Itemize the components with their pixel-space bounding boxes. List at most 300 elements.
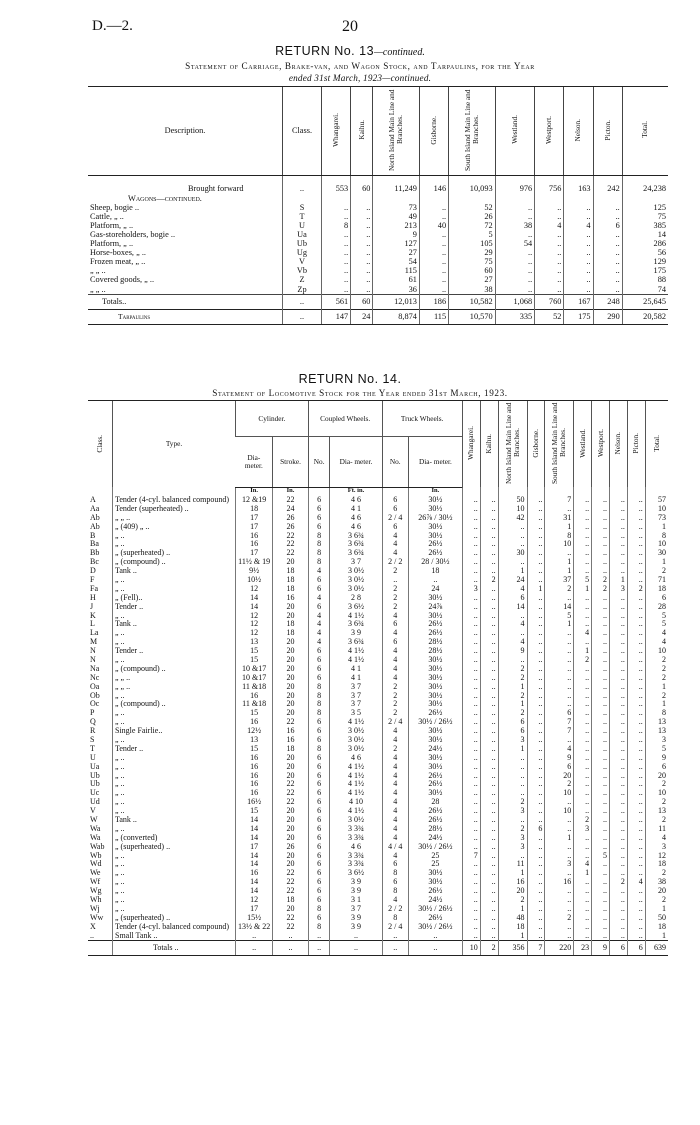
- table-cell: ..: [610, 922, 628, 931]
- table-cell: 6: [308, 824, 330, 833]
- table-cell: ..: [610, 558, 628, 567]
- table-cell: ..: [462, 904, 480, 913]
- table-cell: 20: [645, 771, 668, 780]
- table-cell: ..: [610, 833, 628, 842]
- table-cell: ..: [480, 896, 498, 905]
- table-row: [88, 638, 668, 647]
- table-cell: ..: [592, 567, 610, 576]
- table-cell: 4 6: [330, 842, 382, 851]
- table-cell: Tank ..: [113, 816, 236, 825]
- table-row: [88, 203, 668, 212]
- table-cell: In.: [236, 487, 273, 496]
- table-cell: 30½: [408, 691, 462, 700]
- table-cell: ..: [610, 860, 628, 869]
- table-cell: ..: [351, 276, 373, 285]
- group-cylinder: Cylinder.: [258, 413, 286, 423]
- table-cell: 3: [498, 842, 527, 851]
- table-cell: ..: [90, 930, 94, 940]
- table-cell: ..: [592, 816, 610, 825]
- table-cell: ..: [480, 673, 498, 682]
- table-cell: J: [90, 601, 94, 611]
- table-cell: 4: [382, 851, 408, 860]
- table-cell: 6: [498, 593, 527, 602]
- table-cell: ..: [419, 203, 448, 212]
- table-cell: 18: [645, 860, 668, 869]
- table-cell: 56: [622, 249, 668, 258]
- table-cell: ..: [610, 620, 628, 629]
- table-cell: ..: [627, 736, 645, 745]
- table-cell: ..: [592, 744, 610, 753]
- table-cell: ..: [462, 736, 480, 745]
- table-cell: 30½ / 26½: [408, 904, 462, 913]
- table-cell: ..: [480, 682, 498, 691]
- table-cell: Nc: [90, 672, 100, 682]
- table-cell: 2: [545, 780, 574, 789]
- table-cell: ..: [545, 816, 574, 825]
- table-cell: 8: [308, 700, 330, 709]
- table-cell: 30½: [408, 664, 462, 673]
- table-cell: 28½: [408, 647, 462, 656]
- table-cell: 16: [273, 736, 309, 745]
- table-cell: 12: [236, 896, 273, 905]
- table-cell: 30½: [408, 504, 462, 513]
- table-cell: ..: [527, 851, 545, 860]
- table-cell: 2: [382, 709, 408, 718]
- table-cell: ..: [627, 629, 645, 638]
- table-cell: We: [90, 868, 101, 878]
- table-cell: 6: [382, 878, 408, 887]
- table-cell: 2: [592, 576, 610, 585]
- table-cell: ..: [574, 558, 592, 567]
- table-cell: 22: [273, 496, 309, 505]
- table-cell: ..: [610, 807, 628, 816]
- table-cell: P: [90, 708, 95, 718]
- table-cell: ..: [592, 558, 610, 567]
- table-cell: ..: [593, 258, 622, 267]
- table-cell: 24: [351, 310, 373, 325]
- table-cell: 2: [498, 896, 527, 905]
- table-cell: [283, 194, 322, 203]
- table-cell: ..: [592, 762, 610, 771]
- table-cell: ..: [627, 833, 645, 842]
- table-row: [88, 231, 668, 240]
- table-cell: 4 1½: [330, 762, 382, 771]
- table-cell: 10½: [236, 576, 273, 585]
- table-cell: 18: [273, 620, 309, 629]
- table-cell: 3: [498, 833, 527, 842]
- col-coupled-no: No.: [313, 457, 325, 467]
- table-cell: ..: [574, 762, 592, 771]
- table-cell: 4 1½: [330, 771, 382, 780]
- table-cell: 2: [382, 593, 408, 602]
- table-row: [88, 816, 668, 825]
- table-cell: ..: [527, 931, 545, 940]
- table-row: [88, 842, 668, 851]
- table-cell: 385: [622, 221, 668, 230]
- table-cell: 6: [308, 896, 330, 905]
- table-cell: ..: [592, 833, 610, 842]
- table-cell: 3 9: [330, 887, 382, 896]
- table-cell: ..: [498, 762, 527, 771]
- table-cell: 22: [273, 913, 309, 922]
- table-cell: ..: [408, 576, 462, 585]
- table-cell: 15: [236, 709, 273, 718]
- table-cell: 9: [498, 647, 527, 656]
- table-cell: 6: [382, 620, 408, 629]
- table-cell: ..: [498, 656, 527, 665]
- table-cell: ..: [236, 931, 273, 940]
- table-cell: 4 1½: [330, 718, 382, 727]
- table-cell: Small Tank ..: [113, 931, 236, 940]
- table-cell: 4: [498, 638, 527, 647]
- table-cell: ..: [545, 647, 574, 656]
- table-cell: 26: [273, 842, 309, 851]
- table-cell: ..: [419, 258, 448, 267]
- table-cell: ..: [462, 816, 480, 825]
- table-cell: ..: [498, 522, 527, 531]
- table-cell: 2: [382, 602, 408, 611]
- table-cell: Wa: [90, 832, 101, 842]
- table-cell: 167: [564, 295, 593, 310]
- table-cell: ..: [610, 540, 628, 549]
- table-cell: 17: [236, 549, 273, 558]
- table-cell: ..: [527, 682, 545, 691]
- table-cell: 1: [527, 584, 545, 593]
- table-cell: ..: [330, 941, 382, 956]
- table-row: [88, 709, 668, 718]
- table-cell: ..: [498, 771, 527, 780]
- table-cell: 26½: [408, 540, 462, 549]
- table-cell: 22: [273, 540, 309, 549]
- table-cell: ..: [627, 549, 645, 558]
- table-cell: 20: [273, 816, 309, 825]
- table-cell: 5: [645, 620, 668, 629]
- table-cell: T: [283, 212, 322, 221]
- table-cell: 11: [498, 860, 527, 869]
- table-cell: 20: [273, 771, 309, 780]
- table-cell: 6: [308, 913, 330, 922]
- table-cell: 1: [645, 682, 668, 691]
- table-cell: 12,013: [373, 295, 420, 310]
- table-cell: ..: [351, 285, 373, 295]
- table-cell: ..: [462, 807, 480, 816]
- table-cell: ..: [527, 798, 545, 807]
- table-cell: 1: [498, 904, 527, 913]
- table-cell: Vb: [283, 267, 322, 276]
- table-cell: 15½: [236, 913, 273, 922]
- table-row: [88, 833, 668, 842]
- table-cell: ..: [498, 540, 527, 549]
- table-cell: 1: [645, 558, 668, 567]
- table-cell: 3: [574, 824, 592, 833]
- table-cell: 18: [273, 629, 309, 638]
- table-cell: 4: [382, 833, 408, 842]
- table-cell: 6: [382, 504, 408, 513]
- col-kaihu: Kaihu.: [484, 433, 494, 454]
- table-cell: ..: [462, 496, 480, 505]
- table-cell: 4: [382, 771, 408, 780]
- table-cell: ..: [462, 620, 480, 629]
- table-cell: Zp: [283, 285, 322, 295]
- table-cell: ..: [498, 611, 527, 620]
- table-cell: ..: [495, 203, 535, 212]
- table-cell: ..: [627, 611, 645, 620]
- table-cell: La: [90, 628, 99, 638]
- table-cell: ..: [574, 504, 592, 513]
- table-cell: ..: [527, 762, 545, 771]
- table-cell: 24½: [408, 896, 462, 905]
- table-cell: ..: [462, 629, 480, 638]
- table-cell: ..: [480, 842, 498, 851]
- table-cell: ..: [627, 842, 645, 851]
- table-cell: ..: [593, 231, 622, 240]
- table-cell: ..: [527, 896, 545, 905]
- table-cell: 1: [498, 744, 527, 753]
- table-cell: 6: [382, 496, 408, 505]
- table-cell: ..: [545, 700, 574, 709]
- table-cell: ..: [610, 664, 628, 673]
- table-cell: 1,068: [495, 295, 535, 310]
- table-cell: 4 10: [330, 798, 382, 807]
- table-cell: 2: [645, 673, 668, 682]
- table-cell: 12: [236, 584, 273, 593]
- table-cell: 5: [645, 744, 668, 753]
- table-cell: ..: [592, 896, 610, 905]
- table-cell: ..: [627, 718, 645, 727]
- table-cell: ..: [527, 549, 545, 558]
- table-cell: ..: [574, 896, 592, 905]
- col-westland: Westland.: [577, 428, 587, 458]
- table-cell: 14: [622, 231, 668, 240]
- table-cell: ..: [627, 673, 645, 682]
- table-row: [88, 504, 668, 513]
- table-cell: 6: [308, 762, 330, 771]
- table-cell: „ ..: [113, 584, 236, 593]
- table-row: [88, 798, 668, 807]
- table-cell: ..: [592, 771, 610, 780]
- table-cell: 20: [273, 656, 309, 665]
- table-cell: ..: [480, 789, 498, 798]
- table-cell: 242: [593, 185, 622, 194]
- table-cell: ..: [527, 673, 545, 682]
- table-row: [88, 869, 668, 878]
- table-cell: 26½: [408, 549, 462, 558]
- table-cell: 561: [322, 295, 351, 310]
- table-cell: 6: [308, 798, 330, 807]
- table-cell: ..: [564, 285, 593, 295]
- table-cell: 26½: [408, 816, 462, 825]
- table-cell: ..: [574, 904, 592, 913]
- table-cell: ..: [574, 567, 592, 576]
- table-cell: ..: [574, 709, 592, 718]
- table-cell: ..: [574, 691, 592, 700]
- table-cell: ..: [610, 753, 628, 762]
- table-cell: 6: [308, 718, 330, 727]
- table-cell: ..: [480, 611, 498, 620]
- table-cell: 2 / 2: [382, 904, 408, 913]
- table-row: [88, 922, 668, 931]
- table-cell: Ab: [90, 512, 100, 522]
- table-cell: 127: [373, 240, 420, 249]
- table-row: [88, 620, 668, 629]
- table-cell: 3 6¾: [330, 540, 382, 549]
- table-cell: ..: [592, 504, 610, 513]
- table-cell: ..: [610, 602, 628, 611]
- table-cell: ..: [545, 673, 574, 682]
- table-cell: 3: [610, 584, 628, 593]
- table-cell: ..: [610, 513, 628, 522]
- table-row: [88, 682, 668, 691]
- table-cell: ..: [527, 611, 545, 620]
- table-cell: ..: [462, 753, 480, 762]
- table-cell: ..: [480, 780, 498, 789]
- table-cell: ..: [462, 762, 480, 771]
- table-cell: 71: [645, 576, 668, 585]
- table-cell: 2: [610, 878, 628, 887]
- table-cell: ..: [480, 558, 498, 567]
- table-cell: ..: [627, 762, 645, 771]
- table-cell: F: [90, 574, 95, 584]
- table-cell: ..: [535, 231, 564, 240]
- table-cell: 3 3¾: [330, 833, 382, 842]
- table-cell: 3 3¾: [330, 851, 382, 860]
- table-cell: ..: [574, 789, 592, 798]
- table-cell: 3 6¾: [330, 549, 382, 558]
- table-cell: 22: [273, 798, 309, 807]
- table-cell: ..: [593, 203, 622, 212]
- table-row: [88, 931, 668, 940]
- table-cell: ..: [627, 771, 645, 780]
- table-cell: „ „ ..: [90, 266, 106, 276]
- table-cell: „ ..: [113, 860, 236, 869]
- table-row: [88, 736, 668, 745]
- table-cell: ..: [545, 904, 574, 913]
- table-cell: 4 6: [330, 513, 382, 522]
- table-cell: Ww: [90, 912, 104, 922]
- table-cell: ..: [527, 656, 545, 665]
- table-cell: ..: [545, 922, 574, 931]
- table-cell: ..: [564, 240, 593, 249]
- table-cell: ..: [610, 869, 628, 878]
- table-cell: 6: [498, 727, 527, 736]
- table-cell: 16: [236, 718, 273, 727]
- table-cell: 60: [351, 185, 373, 194]
- table-cell: 40: [419, 221, 448, 230]
- table-cell: 38: [449, 285, 496, 295]
- table-cell: ..: [480, 798, 498, 807]
- table-cell: Single Fairlie..: [113, 727, 236, 736]
- table-cell: 10: [545, 540, 574, 549]
- table-cell: 4: [382, 807, 408, 816]
- table-cell: ..: [408, 931, 462, 940]
- table-cell: 22: [273, 887, 309, 896]
- table-cell: 22: [273, 878, 309, 887]
- table-cell: ..: [592, 807, 610, 816]
- table-cell: ..: [535, 267, 564, 276]
- table-cell: ..: [480, 620, 498, 629]
- table-cell: 22: [273, 789, 309, 798]
- table-cell: 16: [236, 789, 273, 798]
- table-cell: 30½: [408, 611, 462, 620]
- table-row: [88, 904, 668, 913]
- table-cell: 175: [564, 310, 593, 325]
- table-cell: ..: [627, 620, 645, 629]
- r13-col-label: Kaihu.: [356, 120, 366, 140]
- table-cell: 20: [273, 682, 309, 691]
- table-cell: ..: [498, 816, 527, 825]
- table-cell: ..: [273, 941, 309, 956]
- table-cell: 54: [495, 240, 535, 249]
- table-cell: ..: [480, 833, 498, 842]
- table-cell: 5: [592, 851, 610, 860]
- table-cell: „ ..: [113, 851, 236, 860]
- table-cell: ..: [480, 602, 498, 611]
- col-westport: Westport.: [595, 429, 605, 458]
- table-cell: ..: [480, 664, 498, 673]
- table-cell: ..: [462, 833, 480, 842]
- table-cell: Z: [283, 276, 322, 285]
- table-cell: 9: [545, 753, 574, 762]
- table-cell: ..: [495, 276, 535, 285]
- table-cell: 6: [382, 638, 408, 647]
- table-cell: ..: [527, 496, 545, 505]
- table-cell: ..: [419, 267, 448, 276]
- table-cell: „ (409) „ ..: [113, 522, 236, 531]
- table-cell: ..: [610, 709, 628, 718]
- table-cell: Totals ..: [113, 941, 236, 956]
- table-cell: Tender (4-cyl. balanced compound): [113, 922, 236, 931]
- table-cell: 175: [622, 267, 668, 276]
- table-cell: In.: [408, 487, 462, 496]
- table-cell: 12: [645, 851, 668, 860]
- r13-col-label: Gisborne.: [429, 115, 438, 145]
- table-row: [88, 249, 668, 258]
- table-cell: 26½: [408, 887, 462, 896]
- table-cell: 1: [545, 567, 574, 576]
- table-cell: ..: [627, 798, 645, 807]
- table-cell: ..: [322, 267, 351, 276]
- table-cell: 3 0½: [330, 744, 382, 753]
- table-cell: ..: [610, 638, 628, 647]
- table-cell: 4: [382, 647, 408, 656]
- table-cell: 4 1½: [330, 780, 382, 789]
- table-cell: ..: [627, 664, 645, 673]
- table-cell: ..: [462, 593, 480, 602]
- table-cell: ..: [592, 904, 610, 913]
- table-cell: ..: [527, 744, 545, 753]
- table-cell: ..: [610, 824, 628, 833]
- table-cell: ..: [283, 295, 322, 310]
- table-cell: 9½: [236, 567, 273, 576]
- table-cell: 4 1½: [330, 789, 382, 798]
- table-cell: 16: [236, 540, 273, 549]
- table-cell: 2: [592, 584, 610, 593]
- table-cell: ..: [627, 602, 645, 611]
- table-cell: ..: [610, 691, 628, 700]
- table-cell: V: [283, 258, 322, 267]
- table-cell: 20: [273, 673, 309, 682]
- table-cell: Tender (superheated) ..: [113, 504, 236, 513]
- table-cell: 24½: [408, 744, 462, 753]
- table-cell: 24: [498, 576, 527, 585]
- table-cell: ..: [627, 522, 645, 531]
- table-cell: ..: [480, 629, 498, 638]
- table-cell: 17: [236, 522, 273, 531]
- table-cell: V: [90, 806, 96, 816]
- table-cell: ..: [419, 240, 448, 249]
- table-cell: ..: [574, 638, 592, 647]
- table-cell: ..: [527, 753, 545, 762]
